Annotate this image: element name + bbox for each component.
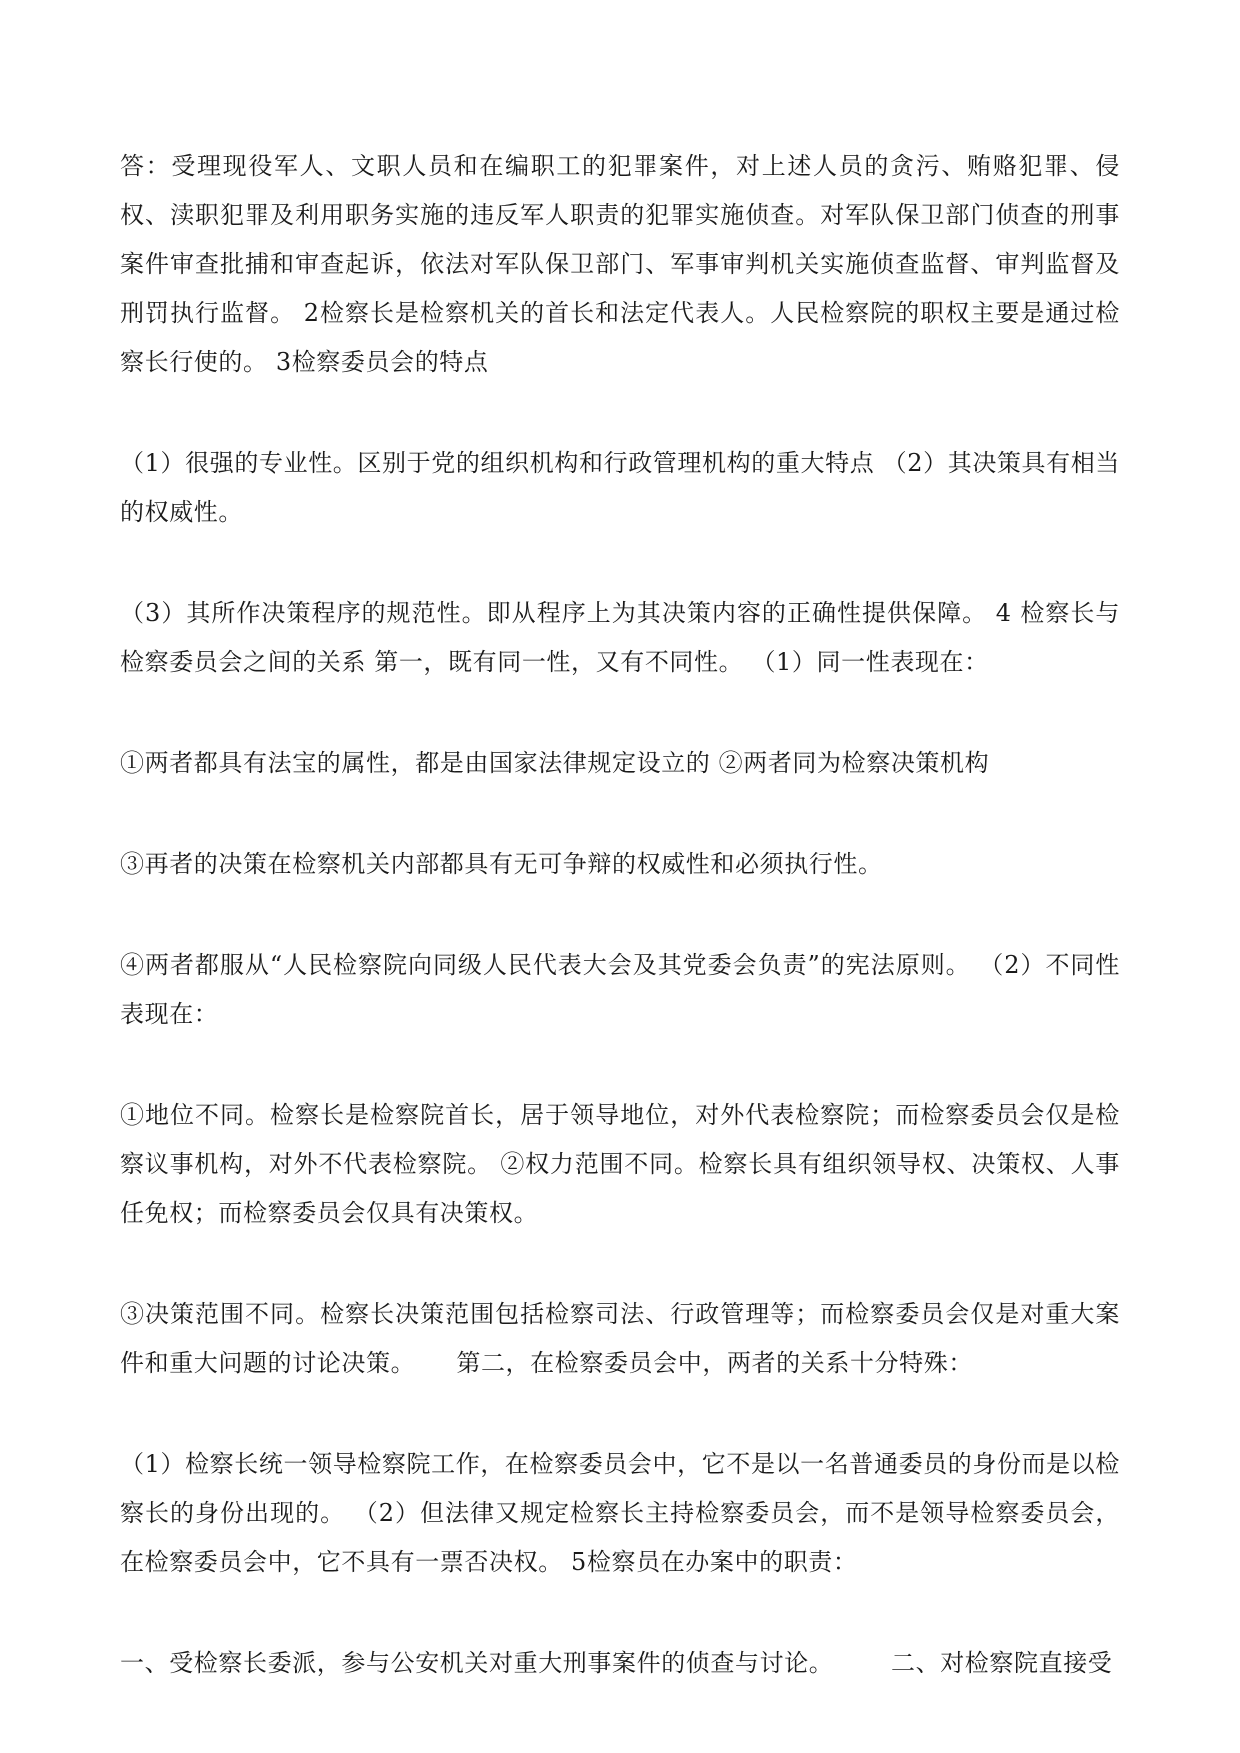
paragraph-7: ①地位不同。检察长是检察院首长，居于领导地位，对外代表检察院；而检察委员会仅是检察议事机构，对外不代表检察院。 ②权力范围不同。检察长具有组织领导权、决策权、人事任免权；而检察委员会仅具有决策权。 [120, 1101, 1120, 1227]
paragraph-6: ④两者都服从“人民检察院向同级人民代表大会及其党委会负责”的宪法原则。 （2）不同性表现在： [120, 951, 1120, 1028]
paragraph-8: ③决策范围不同。检察长决策范围包括检察司法、行政管理等；而检察委员会仅是对重大案件和重大问题的讨论决策。 第二，在检察委员会中，两者的关系十分特殊： [120, 1300, 1120, 1377]
paragraph-5: ③再者的决策在检察机关内部都具有无可争辩的权威性和必须执行性。 [120, 850, 883, 878]
paragraph-9: （1）检察长统一领导检察院工作，在检察委员会中，它不是以一名普通委员的身份而是以检察长的身份出现的。 （2）但法律又规定检察长主持检察委员会，而不是领导检察委员会，在检察委员会中，它不具有一票否决权。 5检察员在办案中的职责： [120, 1450, 1120, 1576]
paragraph-4: ①两者都具有法宝的属性，都是由国家法律规定设立的 ②两者同为检察决策机构 [120, 749, 990, 777]
document-page [120, 142, 1120, 1688]
paragraph-10: 一、受检察长委派，参与公安机关对重大刑事案件的侦查与讨论。 二、对检察院直接受 [120, 1649, 1113, 1677]
paragraph-1: 答：受理现役军人、文职人员和在编职工的犯罪案件，对上述人员的贪污、贿赂犯罪、侵权、渎职犯罪及利用职务实施的违反军人职责的犯罪实施侦查。对军队保卫部门侦查的刑事案件审查批捕和审查起诉，依法对军队保卫部门、军事审判机关实施侦查监督、审判监督及刑罚执行监督。 2检察长是检察机关的首长和法定代表人。人民检察院的职权主要是通过检察长行使的。 3检察委员会的特点 [120, 152, 1120, 376]
paragraph-2: （1）很强的专业性。区别于党的组织机构和行政管理机构的重大特点 （2）其决策具有相当的权威性。 [120, 449, 1120, 526]
paragraph-3: （3）其所作决策程序的规范性。即从程序上为其决策内容的正确性提供保障。 4 检察长与检察委员会之间的关系 第一，既有同一性，又有不同性。 （1）同一性表现在： [120, 599, 1120, 676]
